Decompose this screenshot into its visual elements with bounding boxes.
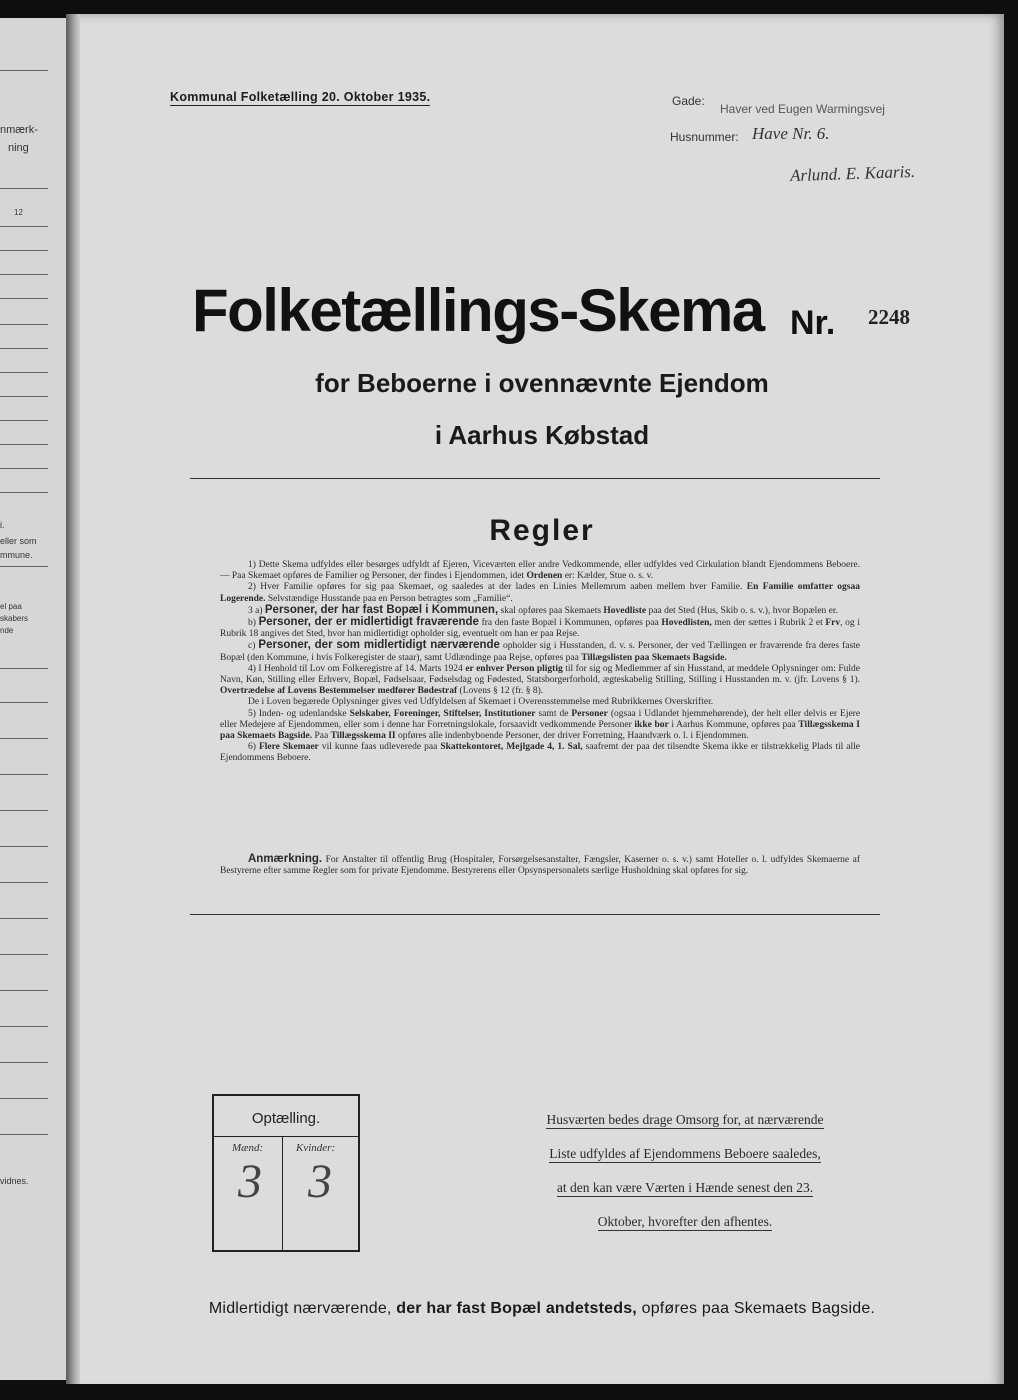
- prev-rule: [0, 372, 48, 373]
- prev-rule: [0, 1098, 48, 1099]
- rule-3c: c) Personer, der som midlertidigt nærværende opholder sig i Husstanden, d. v. s. Personer, der ved Tællingen er fraværende fra deres faste Bopæl (den Kommune, i hvis Folkeregister de staar), samt Udlændinge paa Rejse, opføres paa Tillægslisten paa Skemaets Bagside.: [220, 639, 861, 663]
- host-notice: [500, 1112, 870, 1248]
- form-subtitle-2: i Aarhus Købstad: [434, 420, 650, 450]
- note-divider: [190, 914, 880, 915]
- host-notice-line-2: Liste udfyldes af Ejendommens Beboere saaledes,: [549, 1146, 821, 1161]
- title-divider: [190, 478, 880, 479]
- regler-heading: Regler: [489, 514, 595, 547]
- rule-4-extra: De i Loven begærede Oplysninger gives ved Udfyldelsen af Skemaet i Overensstemmelse med Rubrikkernes Overskrifter.: [248, 697, 714, 708]
- prev-column-number: 12: [14, 208, 23, 217]
- prev-rule: [0, 250, 48, 251]
- husnummer-label: Husnummer:: [670, 130, 739, 144]
- prev-rule: [0, 566, 48, 567]
- husnummer-value: Have Nr. 6.: [752, 124, 830, 143]
- count-title: Optælling.: [251, 1110, 321, 1127]
- prev-rule: [0, 396, 48, 397]
- anmaerkning-note: [220, 854, 860, 877]
- prev-rule: [0, 810, 48, 811]
- prev-rule: [0, 188, 48, 189]
- prev-rule: [0, 444, 48, 445]
- prev-rule: [0, 324, 48, 325]
- prev-rule: [0, 298, 48, 299]
- rule-3a: 3 a) Personer, der har fast Bopæl i Kommunen, skal opføres paa Skemaets Hovedliste paa det Sted (Hus, Skib o. s. v.), hvor Bopælen er.: [248, 603, 838, 616]
- count-divider-v: [282, 1136, 283, 1250]
- rule-1: 1) Dette Skema udfyldes eller besørges udfyldt af Ejeren, Viceværten eller andre Vedkommende, eller udfyldes ved Cirkulation blandt Ejendommens Beboere. — Paa Skemaet opføres de Familier og Personer, der findes i Ejendommen, idet Ordenen er: Kælder, Stue o. s. v.: [220, 560, 860, 582]
- form-subtitle-1: for Beboerne i ovennævnte Ejendom: [315, 368, 769, 398]
- count-box: [212, 1094, 360, 1252]
- previous-page-edge: [0, 18, 67, 1380]
- men-count: 3: [238, 1155, 262, 1208]
- host-notice-line-4: Oktober, hvorefter den afhentes.: [597, 1214, 773, 1229]
- rule-4: 4) I Henhold til Lov om Folkeregistre af 14. Marts 1924 er enhver Person pligtig til for sig og Medlemmer af sin Husstand, at meddele Oplysninger om: Fulde Navn, Køn, Stilling eller Erhverv, Bopæl, Fødselsaar, Fødselsdag og Fødested, Statsborgerforhold, ægteskabelig Stilling, Stilling i Husstanden m. v. (jfr. Lovens § 1). Overtrædelse af Lovens Bestemmelser medfører Bødestraf (Lovens § 12 (fr. § 8).: [220, 663, 860, 697]
- census-header-title: Kommunal Folketælling 20. Oktober 1935.: [170, 90, 431, 104]
- prev-note1-1: i.: [0, 520, 5, 530]
- form-number: 2248: [868, 305, 910, 329]
- prev-rule: [0, 1026, 48, 1027]
- count-divider-h: [214, 1136, 358, 1137]
- women-count: 3: [308, 1155, 332, 1208]
- footer-notice: [80, 1300, 1004, 1318]
- form-nr-label: Nr.: [790, 304, 836, 342]
- prev-rule: [0, 668, 48, 669]
- women-label: Kvinder:: [296, 1142, 336, 1154]
- prev-note2-2: skabers: [0, 614, 29, 623]
- prev-rule: [0, 274, 48, 275]
- footer-part-2: der har fast Bopæl andetsteds,: [396, 1300, 637, 1317]
- prev-note1-2: eller som: [0, 536, 37, 546]
- rule-5: 5) Inden- og udenlandske Selskaber, Foreninger, Stiftelser, Institutioner samt de Personer (ogsaa i Udlandet hjemmehørende), der helt eller delvis er Ejere eller Medejere af Ejendommen, eller som i denne har Forretningslokale, forsaavidt vedkommende Personer ikke bor i Aarhus Kommune, opføres paa Tillægsskema I paa Skemaets Bagside. Paa Tillægsskema II opføres alle indenbyboende Personer, der driver Forretning, Haandværk o. l. i Ejendommen.: [220, 708, 861, 742]
- rule-6: 6) Flere Skemaer vil kunne faas udleverede paa Skattekontoret, Mejlgade 4, 1. Sal, saafremt der paa det tilsendte Skema ikke er tilstrækkelig Plads til alle Ejendommens Beboere.: [220, 742, 861, 764]
- prev-rule: [0, 918, 48, 919]
- prev-rule: [0, 954, 48, 955]
- gade-value: Haver ved Eugen Warmingsvej: [720, 102, 885, 116]
- form-title: Folketællings-Skema: [192, 277, 764, 344]
- prev-note2-1: el paa: [0, 602, 22, 611]
- rules-body: [220, 560, 860, 765]
- handwritten-name: Arlund. E. Kaaris.: [789, 161, 916, 186]
- prev-rule: [0, 1134, 48, 1135]
- prev-rule: [0, 882, 48, 883]
- prev-note1-3: mmune.: [0, 550, 33, 560]
- rule-3b: b) Personer, der er midlertidigt fraværende fra den faste Bopæl i Kommunen, opføres paa Hovedlisten, men der sættes i Rubrik 2 et Frv, og i Rubrik 18 angives det Sted, hvor han midlertidigt opholder sig, eventuelt om han er paa Rejse.: [220, 616, 860, 640]
- host-notice-line-3: at den kan være Værten i Hænde senest den 23.: [556, 1180, 814, 1195]
- host-notice-line-1: Husværten bedes drage Omsorg for, at nærværende: [546, 1112, 824, 1127]
- book-spine: [66, 14, 80, 1384]
- men-label: Mænd:: [232, 1142, 264, 1154]
- prev-heading-1: nmærk-: [0, 124, 38, 136]
- rule-2: 2) Hver Familie opføres for sig paa Skemaet, og saaledes at der lades en Linies Mellemrum aaben mellem hver Familie. En Familie omfatter ogsaa Logerende. Selvstændige Husstande paa en Person betragtes som „Familie“.: [220, 582, 860, 604]
- footer-part-1: Midlertidigt nærværende,: [208, 1300, 392, 1317]
- prev-rule: [0, 990, 48, 991]
- prev-rule: [0, 226, 48, 227]
- census-form-page: [80, 14, 1004, 1384]
- title-row: [192, 276, 952, 356]
- prev-note3: vidnes.: [0, 1176, 29, 1186]
- prev-rule: [0, 774, 48, 775]
- prev-rule: [0, 738, 48, 739]
- note-text: For Anstalter til offentlig Brug (Hospitaler, Forsørgelsesanstalter, Fængsler, Kaserner o. s. v.) samt Hoteller o. l. udfyldes Skemaerne af Bestyrerne efter samme Regler som for private Ejendomme. Bestyrerens eller Opsynspersonalets særlige Husholdning skal opføres for sig.: [220, 855, 861, 877]
- note-label: Anmærkning.: [248, 853, 323, 865]
- prev-rule: [0, 846, 48, 847]
- prev-note2-3: nde: [0, 626, 14, 635]
- prev-rule: [0, 492, 48, 493]
- prev-rule: [0, 70, 48, 71]
- prev-rule: [0, 702, 48, 703]
- footer-part-3: opføres paa Skemaets Bagside.: [641, 1300, 876, 1317]
- prev-heading-2: ning: [8, 142, 29, 154]
- prev-rule: [0, 420, 48, 421]
- prev-rule: [0, 1062, 48, 1063]
- prev-rule: [0, 468, 48, 469]
- prev-rule: [0, 348, 48, 349]
- gade-label: Gade:: [672, 94, 705, 108]
